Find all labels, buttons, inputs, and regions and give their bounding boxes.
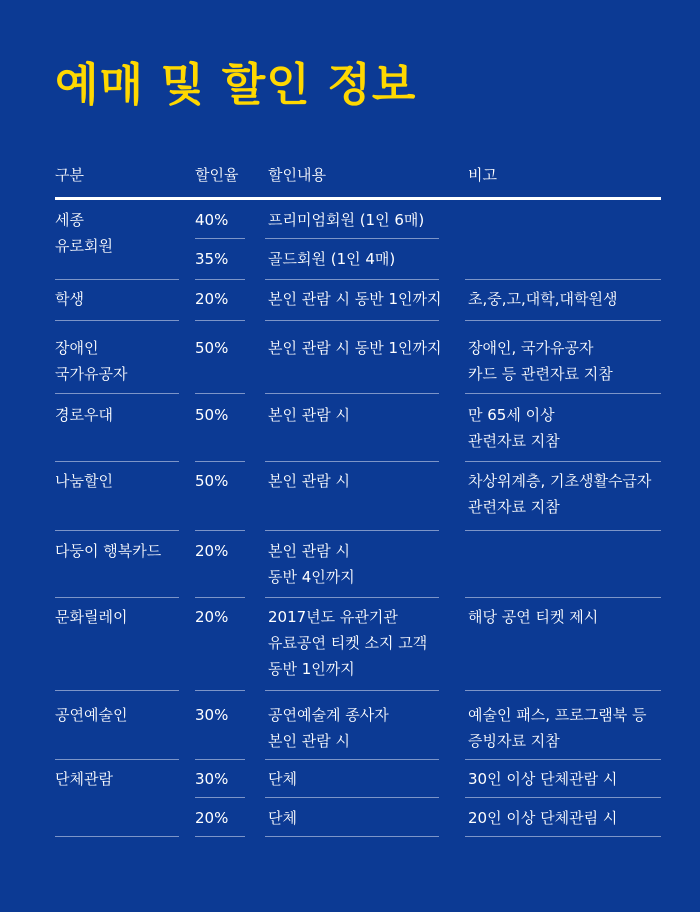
divider [265,530,439,531]
row-category: 학생 [55,290,84,308]
divider [195,279,245,280]
header-category: 구분 [55,166,84,184]
row-content: 본인 관람 시 동반 4인까지 [268,542,355,586]
row-note: 차상위계층, 기초생활수급자 관련자료 지참 [468,472,652,516]
row-rate: 20% [195,542,229,560]
divider [465,320,661,321]
divider [55,759,179,760]
header-content: 할인내용 [268,166,326,184]
header-rate: 할인율 [195,166,239,184]
divider [55,597,179,598]
divider [265,597,439,598]
divider [195,461,245,462]
divider [265,461,439,462]
divider [55,530,179,531]
divider [465,530,661,531]
divider [465,759,661,760]
row-category: 다둥이 행복카드 [55,542,162,560]
divider [55,461,179,462]
divider [265,690,439,691]
divider [195,530,245,531]
row-rate: 30% [195,706,229,724]
row-category: 단체관람 [55,770,113,788]
divider [265,320,439,321]
row-category: 나눔할인 [55,472,113,490]
divider [265,797,439,798]
row-note: 예술인 패스, 프로그램북 등 증빙자료 지참 [468,706,647,750]
row-rate: 30% [195,770,229,788]
row-note: 20인 이상 단체관림 시 [468,809,618,827]
divider [265,836,439,837]
divider [195,597,245,598]
divider [55,393,179,394]
divider [195,393,245,394]
row-category: 세종 유로회원 [55,211,113,255]
header-note: 비고 [468,166,497,184]
row-content: 프리미엄회원 (1인 6매) [268,211,425,229]
row-content: 단체 [268,770,297,788]
row-content: 본인 관람 시 [268,406,350,424]
row-note: 초,중,고,대학,대학원생 [468,290,618,308]
row-content: 골드회원 (1인 4매) [268,250,396,268]
divider [55,279,179,280]
row-rate: 20% [195,290,229,308]
row-content: 본인 관람 시 동반 1인까지 [268,290,442,308]
divider [265,238,439,239]
row-category: 문화릴레이 [55,608,128,626]
divider [195,836,245,837]
divider [265,279,439,280]
row-rate: 50% [195,406,229,424]
row-content: 본인 관람 시 동반 1인까지 [268,339,442,357]
divider [265,759,439,760]
row-note: 장애인, 국가유공자 카드 등 관련자료 지참 [468,339,613,383]
divider [55,690,179,691]
row-rate: 20% [195,809,229,827]
divider [195,320,245,321]
divider [465,279,661,280]
row-rate: 40% [195,211,229,229]
row-content: 2017년도 유관기관 유료공연 티켓 소지 고객 동반 1인까지 [268,608,428,678]
row-rate: 50% [195,472,229,490]
divider [465,690,661,691]
header-divider [55,197,661,200]
divider [55,320,179,321]
row-content: 단체 [268,809,297,827]
row-category: 장애인 국가유공자 [55,339,128,383]
page-title: 예매 및 할인 정보 [55,58,417,111]
table-header [0,164,700,192]
divider [465,461,661,462]
row-content: 본인 관람 시 [268,472,350,490]
row-rate: 35% [195,250,229,268]
divider [465,836,661,837]
row-rate: 50% [195,339,229,357]
row-category: 공연예술인 [55,706,128,724]
divider [195,238,245,239]
row-note: 30인 이상 단체관람 시 [468,770,618,788]
divider [465,597,661,598]
divider [465,797,661,798]
divider [195,690,245,691]
divider [265,393,439,394]
row-category: 경로우대 [55,406,113,424]
divider [195,797,245,798]
divider [55,836,179,837]
row-content: 공연예술계 종사자 본인 관람 시 [268,706,389,750]
row-note: 만 65세 이상 관련자료 지참 [468,406,560,450]
divider [195,759,245,760]
row-rate: 20% [195,608,229,626]
row-note: 해당 공연 티켓 제시 [468,608,599,626]
divider [465,393,661,394]
